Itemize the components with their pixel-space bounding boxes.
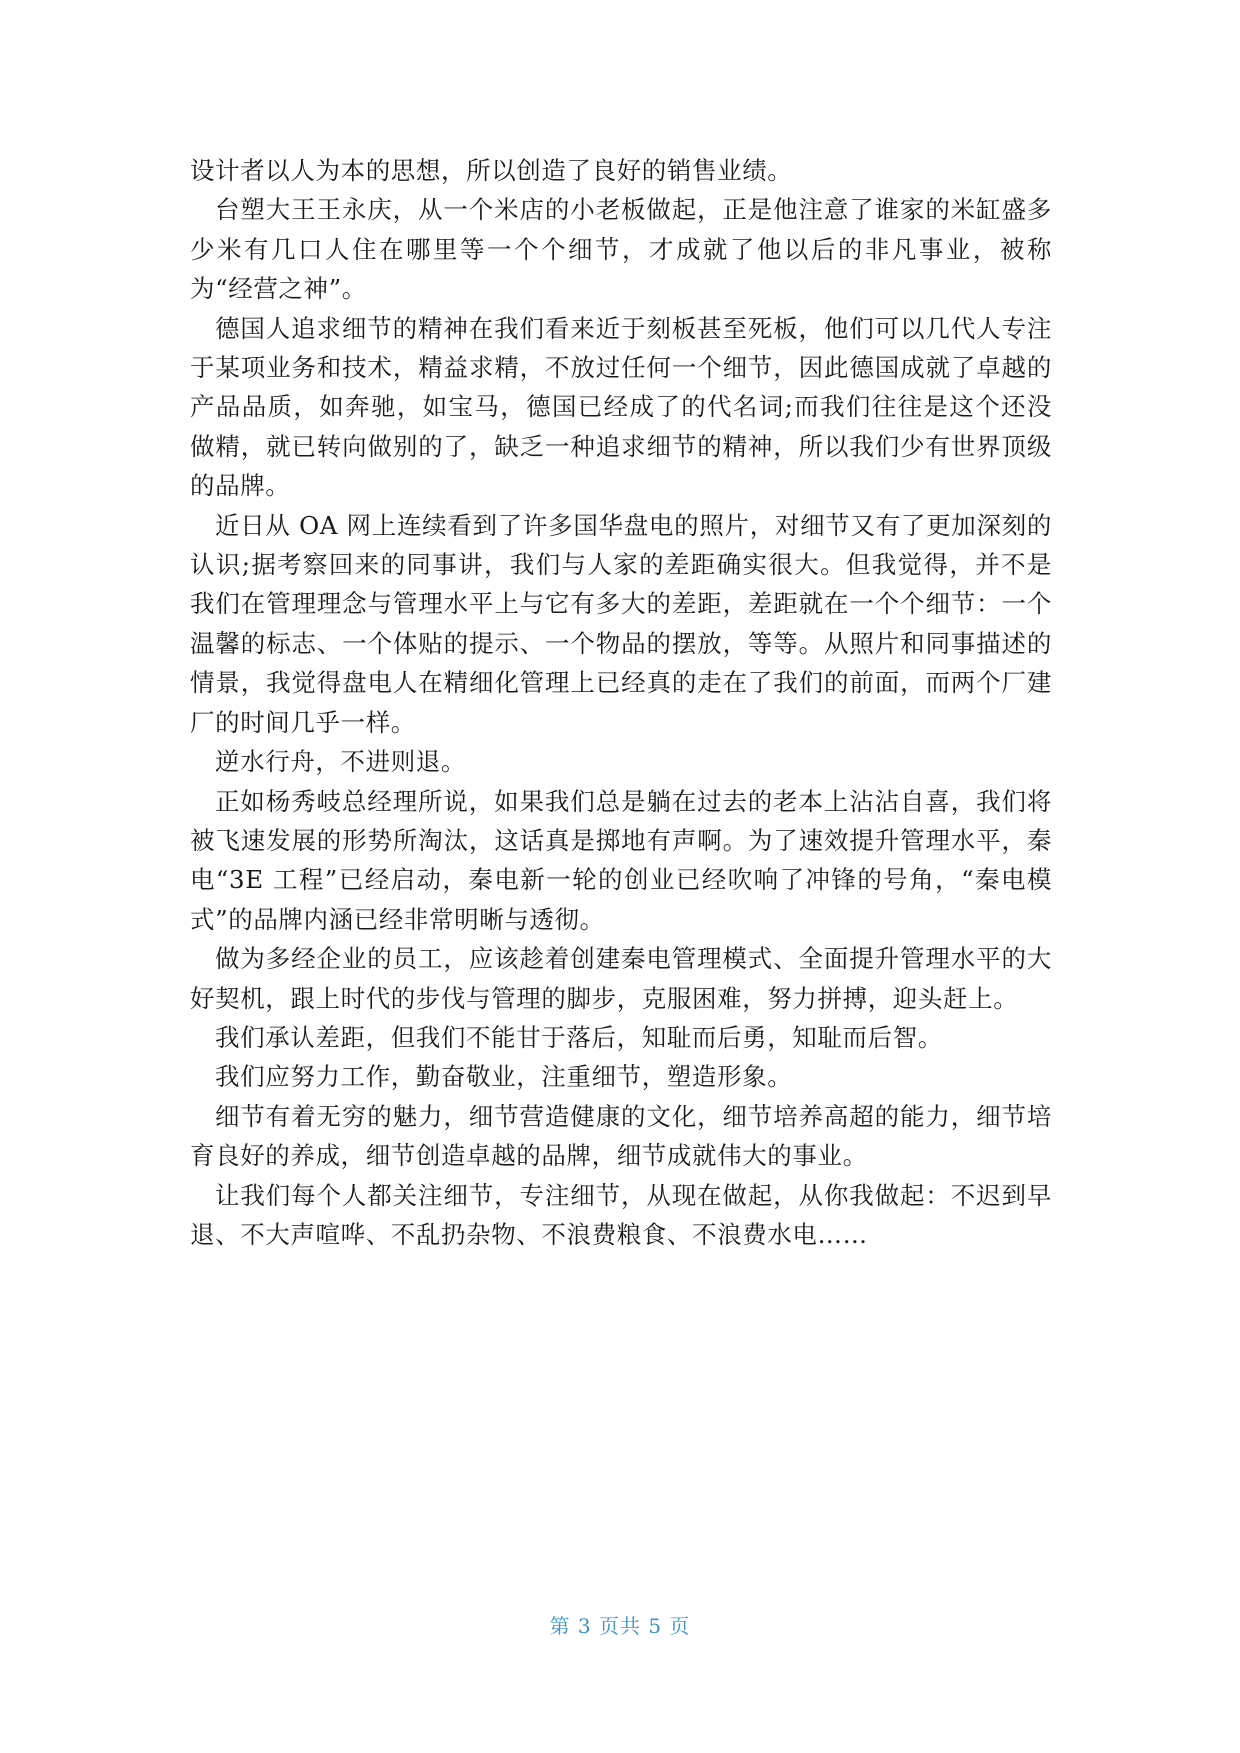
paragraph-detail-charm: 细节有着无穷的魅力，细节营造健康的文化，细节培养高超的能力，细节培育良好的养成，细节创造卓越的品牌，细节成就伟大的事业。 [190, 1101, 1052, 1171]
paragraph-call-to-action: 让我们每个人都关注细节，专注细节，从现在做起，从你我做起：不迟到早退、不大声喧哗、不乱扔杂物、不浪费粮食、不浪费水电…… [190, 1180, 1052, 1249]
page-number-footer: 第 3 页共 5 页 [549, 1614, 691, 1638]
paragraph-employee-opportunity: 做为多经企业的员工，应该趁着创建秦电管理模式、全面提升管理水平的大好契机，跟上时代的步伐与管理的脚步，克服困难，努力拼搏，迎头赶上。 [190, 944, 1052, 1013]
paragraph-general-manager: 正如杨秀岐总经理所说，如果我们总是躺在过去的老本上沾沾自喜，我们将被飞速发展的形势所淘汰，这话真是掷地有声啊。为了速效提升管理水平，秦电“3E 工程”已经启动，秦电新一轮的创业已经吹响了冲锋的号角，“秦电模式”的品牌内涵已经非常明晰与透彻。 [190, 786, 1052, 934]
paragraph-continuation: 设计者以人为本的思想，所以创造了良好的销售业绩。 [190, 156, 793, 185]
document-body [190, 151, 1052, 1254]
paragraph-wang-yongqing: 台塑大王王永庆，从一个米店的小老板做起，正是他注意了谁家的米缸盛多少米有几口人住在哪里等一个个细节，才成就了他以后的非凡事业，被称为“经营之神”。 [190, 195, 1052, 304]
paragraph-admit-gap: 我们承认差距，但我们不能甘于落后，知耻而后勇，知耻而后智。 [215, 1022, 943, 1052]
paragraph-proverb: 逆水行舟，不进则退。 [215, 747, 466, 777]
paragraph-oa-photos: 近日从 OA 网上连续看到了许多国华盘电的照片，对细节又有了更加深刻的认识;据考察回来的同事讲，我们与人家的差距确实很大。但我觉得，并不是我们在管理理念与管理水平上与它有多大的差距，差距就在一个个细节：一个温馨的标志、一个体贴的提示、一个物品的摆放，等等。从照片和同事描述的情景，我觉得盘电人在精细化管理上已经真的走在了我们的前面，而两个厂建厂的时间几乎一样。 [190, 510, 1052, 737]
paragraph-work-hard: 我们应努力工作，勤奋敬业，注重细节，塑造形象。 [215, 1062, 793, 1092]
paragraph-germany-detail: 德国人追求细节的精神在我们看来近于刻板甚至死板，他们可以几代人专注于某项业务和技术，精益求精，不放过任何一个细节，因此德国成就了卓越的产品品质，如奔驰，如宝马，德国已经成了的代名词;而我们往往是这个还没做精，就已转向做别的了，缺乏一种追求细节的精神，所以我们少有世界顶级的品牌。 [190, 313, 1052, 501]
